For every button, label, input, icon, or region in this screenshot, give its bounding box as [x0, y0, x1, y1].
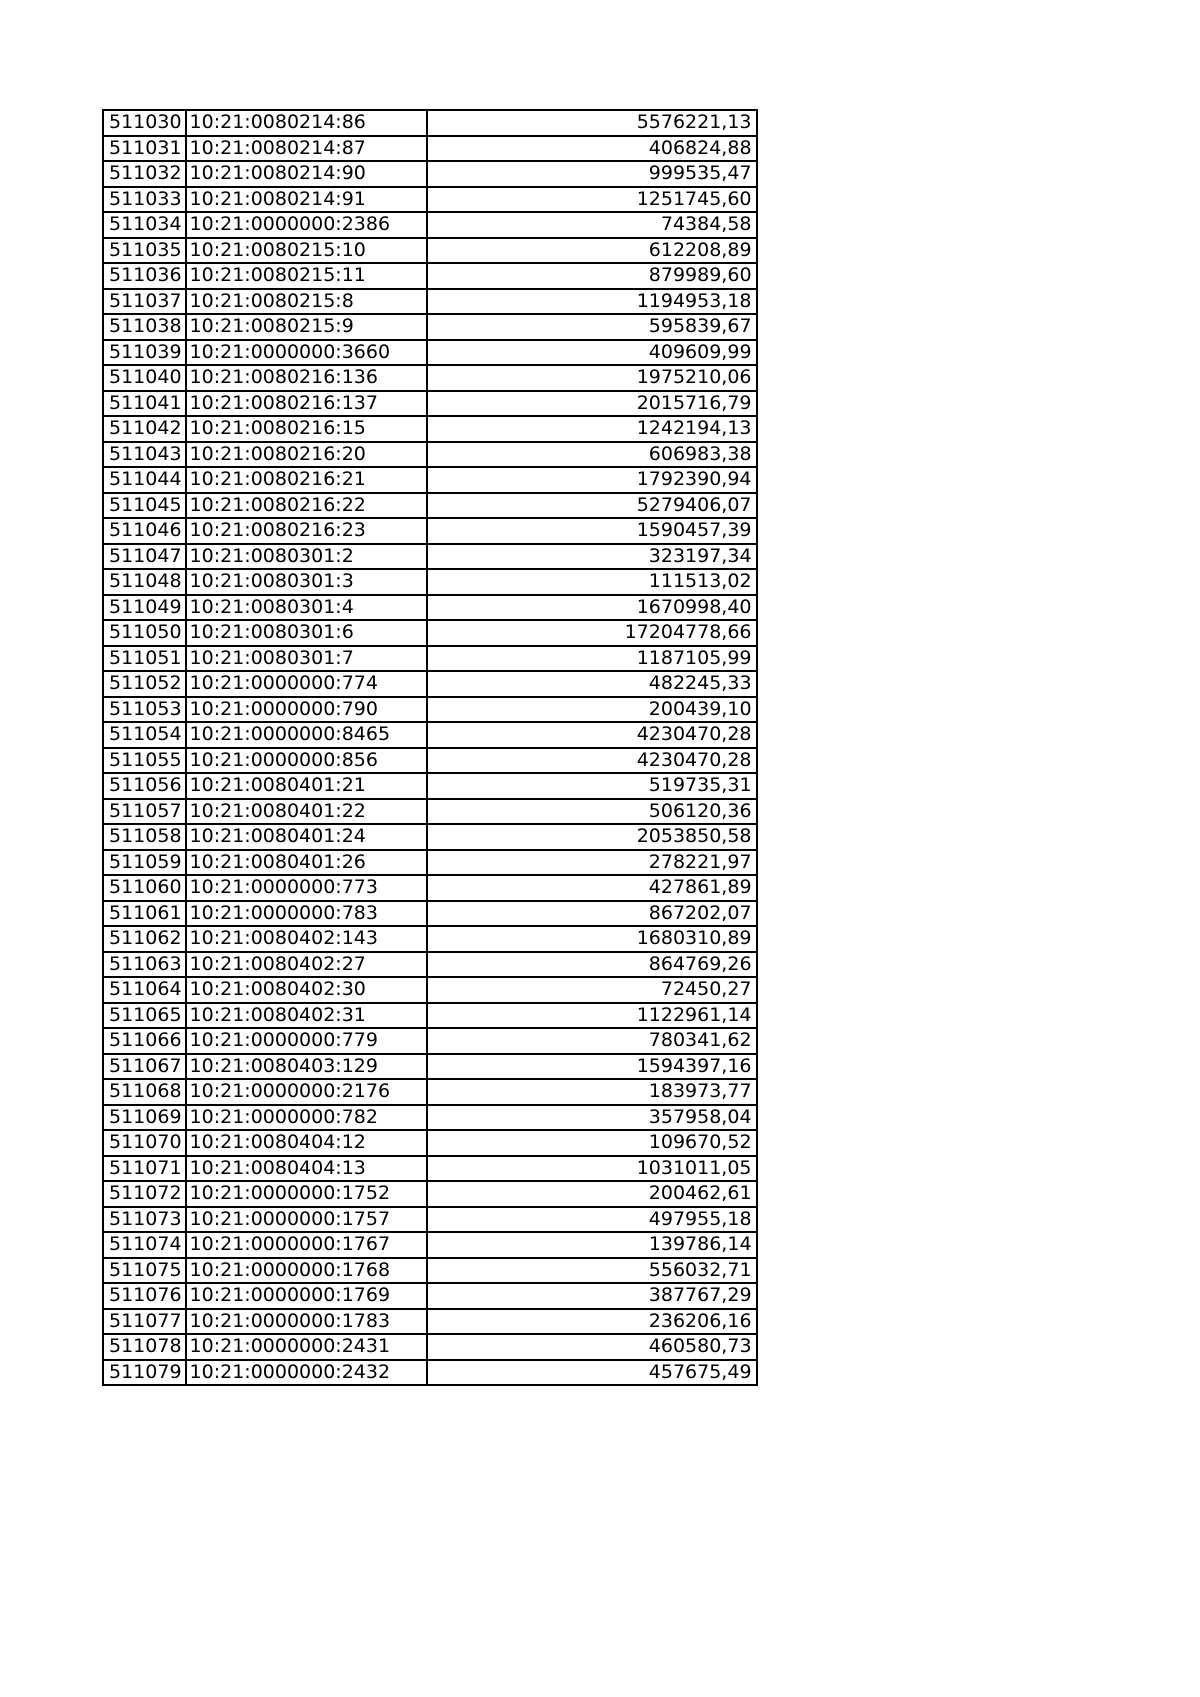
amount-cell: 556032,71: [427, 1258, 757, 1284]
cadastral-number-cell: 10:21:0080216:22: [186, 493, 427, 519]
table-row: [103, 620, 757, 646]
amount-cell: 406824,88: [427, 136, 757, 162]
cadastral-number-cell: 10:21:0000000:2176: [186, 1079, 427, 1105]
amount-cell: 2015716,79: [427, 391, 757, 417]
cadastral-number-cell: 10:21:0000000:774: [186, 671, 427, 697]
row-number-cell: 511061: [103, 901, 186, 927]
table-row: [103, 773, 757, 799]
cadastral-number-cell: 10:21:0080401:24: [186, 824, 427, 850]
amount-cell: 1680310,89: [427, 926, 757, 952]
cadastral-number-cell: 10:21:0080216:23: [186, 518, 427, 544]
row-number-cell: 511051: [103, 646, 186, 672]
amount-cell: 323197,34: [427, 544, 757, 570]
amount-cell: 780341,62: [427, 1028, 757, 1054]
amount-cell: 4230470,28: [427, 722, 757, 748]
amount-cell: 427861,89: [427, 875, 757, 901]
cadastral-number-cell: 10:21:0000000:1768: [186, 1258, 427, 1284]
row-number-cell: 511072: [103, 1181, 186, 1207]
cadastral-number-cell: 10:21:0000000:2432: [186, 1360, 427, 1386]
amount-cell: 1594397,16: [427, 1054, 757, 1080]
row-number-cell: 511045: [103, 493, 186, 519]
row-number-cell: 511036: [103, 263, 186, 289]
cadastral-number-cell: 10:21:0080301:2: [186, 544, 427, 570]
amount-cell: 409609,99: [427, 340, 757, 366]
row-number-cell: 511044: [103, 467, 186, 493]
cadastral-number-cell: 10:21:0080214:86: [186, 110, 427, 136]
table-row: [103, 442, 757, 468]
cadastral-number-cell: 10:21:0000000:1783: [186, 1309, 427, 1335]
cadastral-number-cell: 10:21:0000000:2386: [186, 212, 427, 238]
table-row: [103, 289, 757, 315]
row-number-cell: 511055: [103, 748, 186, 774]
table-row: [103, 1207, 757, 1233]
amount-cell: 457675,49: [427, 1360, 757, 1386]
amount-cell: 74384,58: [427, 212, 757, 238]
amount-cell: 1122961,14: [427, 1003, 757, 1029]
cadastral-number-cell: 10:21:0000000:1769: [186, 1283, 427, 1309]
amount-cell: 17204778,66: [427, 620, 757, 646]
row-number-cell: 511043: [103, 442, 186, 468]
table-row: [103, 238, 757, 264]
row-number-cell: 511063: [103, 952, 186, 978]
row-number-cell: 511077: [103, 1309, 186, 1335]
amount-cell: 999535,47: [427, 161, 757, 187]
amount-cell: 1792390,94: [427, 467, 757, 493]
cadastral-number-cell: 10:21:0080215:11: [186, 263, 427, 289]
row-number-cell: 511034: [103, 212, 186, 238]
cadastral-number-cell: 10:21:0080215:10: [186, 238, 427, 264]
cadastral-number-cell: 10:21:0000000:782: [186, 1105, 427, 1131]
row-number-cell: 511033: [103, 187, 186, 213]
row-number-cell: 511070: [103, 1130, 186, 1156]
row-number-cell: 511047: [103, 544, 186, 570]
amount-cell: 867202,07: [427, 901, 757, 927]
table-row: [103, 314, 757, 340]
table-row: [103, 416, 757, 442]
row-number-cell: 511074: [103, 1232, 186, 1258]
table-row: [103, 161, 757, 187]
row-number-cell: 511060: [103, 875, 186, 901]
amount-cell: 1251745,60: [427, 187, 757, 213]
amount-cell: 497955,18: [427, 1207, 757, 1233]
amount-cell: 139786,14: [427, 1232, 757, 1258]
data-table: [102, 109, 758, 1386]
table-body: [103, 110, 757, 1385]
amount-cell: 595839,67: [427, 314, 757, 340]
table-row: [103, 1156, 757, 1182]
amount-cell: 1031011,05: [427, 1156, 757, 1182]
amount-cell: 1975210,06: [427, 365, 757, 391]
table-row: [103, 1054, 757, 1080]
table-row: [103, 799, 757, 825]
table-row: [103, 1334, 757, 1360]
amount-cell: 1242194,13: [427, 416, 757, 442]
table-row: [103, 977, 757, 1003]
table-row: [103, 467, 757, 493]
table-row: [103, 493, 757, 519]
row-number-cell: 511069: [103, 1105, 186, 1131]
table-row: [103, 671, 757, 697]
row-number-cell: 511041: [103, 391, 186, 417]
row-number-cell: 511059: [103, 850, 186, 876]
row-number-cell: 511075: [103, 1258, 186, 1284]
amount-cell: 612208,89: [427, 238, 757, 264]
amount-cell: 109670,52: [427, 1130, 757, 1156]
row-number-cell: 511031: [103, 136, 186, 162]
row-number-cell: 511052: [103, 671, 186, 697]
row-number-cell: 511062: [103, 926, 186, 952]
table-row: [103, 263, 757, 289]
amount-cell: 606983,38: [427, 442, 757, 468]
row-number-cell: 511067: [103, 1054, 186, 1080]
cadastral-number-cell: 10:21:0080402:27: [186, 952, 427, 978]
amount-cell: 200462,61: [427, 1181, 757, 1207]
row-number-cell: 511073: [103, 1207, 186, 1233]
cadastral-number-cell: 10:21:0080301:6: [186, 620, 427, 646]
amount-cell: 5576221,13: [427, 110, 757, 136]
cadastral-number-cell: 10:21:0000000:3660: [186, 340, 427, 366]
cadastral-number-cell: 10:21:0080301:7: [186, 646, 427, 672]
amount-cell: 2053850,58: [427, 824, 757, 850]
row-number-cell: 511079: [103, 1360, 186, 1386]
cadastral-number-cell: 10:21:0080216:20: [186, 442, 427, 468]
amount-cell: 387767,29: [427, 1283, 757, 1309]
row-number-cell: 511058: [103, 824, 186, 850]
cadastral-number-cell: 10:21:0000000:856: [186, 748, 427, 774]
cadastral-number-cell: 10:21:0000000:773: [186, 875, 427, 901]
table-row: [103, 824, 757, 850]
table-row: [103, 110, 757, 136]
table-row: [103, 646, 757, 672]
cadastral-number-cell: 10:21:0000000:1757: [186, 1207, 427, 1233]
table-row: [103, 1283, 757, 1309]
table-row: [103, 1079, 757, 1105]
table-row: [103, 1028, 757, 1054]
table-row: [103, 595, 757, 621]
amount-cell: 1590457,39: [427, 518, 757, 544]
cadastral-number-cell: 10:21:0000000:779: [186, 1028, 427, 1054]
cadastral-number-cell: 10:21:0080216:137: [186, 391, 427, 417]
table-row: [103, 569, 757, 595]
row-number-cell: 511048: [103, 569, 186, 595]
amount-cell: 482245,33: [427, 671, 757, 697]
amount-cell: 460580,73: [427, 1334, 757, 1360]
cadastral-number-cell: 10:21:0080216:136: [186, 365, 427, 391]
row-number-cell: 511050: [103, 620, 186, 646]
table-row: [103, 748, 757, 774]
table-row: [103, 926, 757, 952]
table-row: [103, 875, 757, 901]
amount-cell: 864769,26: [427, 952, 757, 978]
table-row: [103, 1258, 757, 1284]
cadastral-number-cell: 10:21:0000000:8465: [186, 722, 427, 748]
table-row: [103, 901, 757, 927]
row-number-cell: 511066: [103, 1028, 186, 1054]
amount-cell: 4230470,28: [427, 748, 757, 774]
table-row: [103, 340, 757, 366]
cadastral-number-cell: 10:21:0080403:129: [186, 1054, 427, 1080]
cadastral-number-cell: 10:21:0080215:8: [186, 289, 427, 315]
table-row: [103, 187, 757, 213]
cadastral-number-cell: 10:21:0080404:13: [186, 1156, 427, 1182]
table-row: [103, 1130, 757, 1156]
table-row: [103, 391, 757, 417]
amount-cell: 278221,97: [427, 850, 757, 876]
table-row: [103, 518, 757, 544]
table-row: [103, 1360, 757, 1386]
amount-cell: 1670998,40: [427, 595, 757, 621]
cadastral-number-cell: 10:21:0080404:12: [186, 1130, 427, 1156]
cadastral-number-cell: 10:21:0080214:90: [186, 161, 427, 187]
cadastral-number-cell: 10:21:0080301:4: [186, 595, 427, 621]
table-row: [103, 544, 757, 570]
cadastral-number-cell: 10:21:0080401:22: [186, 799, 427, 825]
amount-cell: 183973,77: [427, 1079, 757, 1105]
cadastral-number-cell: 10:21:0080301:3: [186, 569, 427, 595]
cadastral-number-cell: 10:21:0080402:143: [186, 926, 427, 952]
row-number-cell: 511078: [103, 1334, 186, 1360]
row-number-cell: 511068: [103, 1079, 186, 1105]
amount-cell: 519735,31: [427, 773, 757, 799]
row-number-cell: 511065: [103, 1003, 186, 1029]
cadastral-number-cell: 10:21:0080214:91: [186, 187, 427, 213]
row-number-cell: 511035: [103, 238, 186, 264]
row-number-cell: 511046: [103, 518, 186, 544]
cadastral-number-cell: 10:21:0080402:31: [186, 1003, 427, 1029]
row-number-cell: 511030: [103, 110, 186, 136]
table-row: [103, 697, 757, 723]
cadastral-number-cell: 10:21:0080215:9: [186, 314, 427, 340]
row-number-cell: 511057: [103, 799, 186, 825]
cadastral-number-cell: 10:21:0080214:87: [186, 136, 427, 162]
cadastral-number-cell: 10:21:0080216:15: [186, 416, 427, 442]
row-number-cell: 511042: [103, 416, 186, 442]
amount-cell: 1187105,99: [427, 646, 757, 672]
cadastral-number-cell: 10:21:0080402:30: [186, 977, 427, 1003]
amount-cell: 111513,02: [427, 569, 757, 595]
row-number-cell: 511040: [103, 365, 186, 391]
row-number-cell: 511039: [103, 340, 186, 366]
table-row: [103, 722, 757, 748]
row-number-cell: 511049: [103, 595, 186, 621]
cadastral-number-cell: 10:21:0000000:1752: [186, 1181, 427, 1207]
amount-cell: 200439,10: [427, 697, 757, 723]
cadastral-number-cell: 10:21:0080401:26: [186, 850, 427, 876]
amount-cell: 879989,60: [427, 263, 757, 289]
row-number-cell: 511032: [103, 161, 186, 187]
table-row: [103, 952, 757, 978]
cadastral-number-cell: 10:21:0000000:1767: [186, 1232, 427, 1258]
table-row: [103, 1232, 757, 1258]
row-number-cell: 511037: [103, 289, 186, 315]
amount-cell: 357958,04: [427, 1105, 757, 1131]
cadastral-number-cell: 10:21:0000000:790: [186, 697, 427, 723]
table-row: [103, 365, 757, 391]
row-number-cell: 511056: [103, 773, 186, 799]
table-row: [103, 1309, 757, 1335]
cadastral-number-cell: 10:21:0080401:21: [186, 773, 427, 799]
row-number-cell: 511064: [103, 977, 186, 1003]
table-row: [103, 136, 757, 162]
amount-cell: 506120,36: [427, 799, 757, 825]
cadastral-number-cell: 10:21:0000000:2431: [186, 1334, 427, 1360]
table-row: [103, 1105, 757, 1131]
table-row: [103, 212, 757, 238]
amount-cell: 236206,16: [427, 1309, 757, 1335]
amount-cell: 5279406,07: [427, 493, 757, 519]
table-row: [103, 1003, 757, 1029]
row-number-cell: 511054: [103, 722, 186, 748]
row-number-cell: 511071: [103, 1156, 186, 1182]
row-number-cell: 511038: [103, 314, 186, 340]
row-number-cell: 511053: [103, 697, 186, 723]
row-number-cell: 511076: [103, 1283, 186, 1309]
table-row: [103, 850, 757, 876]
amount-cell: 72450,27: [427, 977, 757, 1003]
cadastral-number-cell: 10:21:0000000:783: [186, 901, 427, 927]
table-row: [103, 1181, 757, 1207]
amount-cell: 1194953,18: [427, 289, 757, 315]
cadastral-number-cell: 10:21:0080216:21: [186, 467, 427, 493]
